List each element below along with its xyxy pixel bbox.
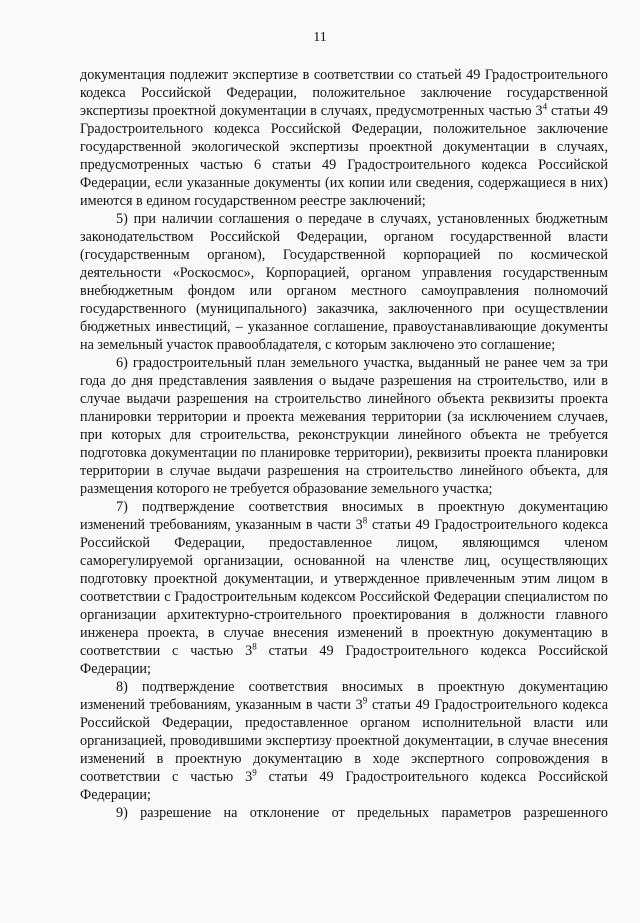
document-body xyxy=(80,66,608,822)
paragraph-text: 7) подтверждение соответствия вносимых в проектную документацию изменений требованиям, указанным в части 3 xyxy=(80,499,608,533)
paragraph-text: статьи 49 Градостроительного кодекса Российской Федерации; xyxy=(80,769,608,803)
paragraph xyxy=(80,66,608,210)
paragraph-text: статьи 49 Градостроительного кодекса Российской Федерации; xyxy=(80,643,608,677)
superscript-index: 4 xyxy=(542,101,548,112)
superscript-index: 8 xyxy=(252,641,257,652)
paragraph-text: 9) разрешение на отклонение от предельных параметров разрешенного xyxy=(116,805,608,821)
paragraph-text: статьи 49 Градостроительного кодекса Российской Федерации, предоставленное лицом, являющимся членом саморегулируемой организации, основанной на членстве лиц, осуществляющих подготовку проектной документации, и утвержденное привлеченным этим лицом в соответствии с Градостроительным кодексом Российской Федерации специалистом по организации архитектурно-строительного проектирования в должности главного инженера проекта, в случае внесения изменений в проектную документацию в соответствии с частью 3 xyxy=(80,517,608,659)
superscript-index: 9 xyxy=(252,767,257,778)
page-number: 11 xyxy=(313,30,327,45)
paragraph xyxy=(80,678,608,804)
paragraph xyxy=(80,354,608,498)
paragraph-text: 6) градостроительный план земельного участка, выданный не ранее чем за три года до дня представления заявления о выдаче разрешения на строительство, или в случае выдачи разрешения на строительство линейного объекта реквизиты проекта планировки территории и проекта межевания территории (за исключением случаев, при которых для строительства, реконструкции линейного объекта не требуется подготовка документации по планировке территории), реквизиты проекта планировки территории в случае выдачи разрешения на строительство линейного объекта, для размещения которого не требуется образование земельного участка; xyxy=(80,355,608,497)
paragraph xyxy=(80,498,608,678)
paragraph xyxy=(80,804,608,822)
paragraph-text: статьи 49 Градостроительного кодекса Российской Федерации, предоставленное органом исполнительной власти или организацией, проводившими экспертизу проектной документации, в случае внесения изменений в проектную документацию в ходе экспертного сопровождения в соответствии с частью 3 xyxy=(80,697,608,785)
paragraph-text: 5) при наличии соглашения о передаче в случаях, установленных бюджетным законодательством Российской Федерации, органом государственной власти (государственным органом), Государственной корпорацией по космической деятельности «Роскосмос», Корпорацией, органом управления государственным внебюджетным фондом или органом местного самоуправления полномочий государственного (муниципального) заказчика, заключенного при осуществлении бюджетных инвестиций, – указанное соглашение, правоустанавливающие документы на земельный участок правообладателя, с которым заключено это соглашение; xyxy=(80,211,608,353)
paragraph xyxy=(80,210,608,354)
paragraph-text: статьи 49 Градостроительного кодекса Российской Федерации, положительное заключение государственной экологической экспертизы проектной документации в случаях, предусмотренных частью 6 статьи 49 Градостроительного кодекса Российской Федерации, если указанные документы (их копии или сведения, содержащиеся в них) имеются в едином государственном реестре заключений; xyxy=(80,103,608,209)
paragraph-text: 8) подтверждение соответствия вносимых в проектную документацию изменений требованиям, указанным в части 3 xyxy=(80,679,608,713)
paragraph-text: документация подлежит экспертизе в соответствии со статьей 49 Градостроительного кодекса Российской Федерации, положительное заключение государственной экспертизы проектной документации в случаях, предусмотренных частью 3 xyxy=(80,67,608,119)
superscript-index: 8 xyxy=(362,515,368,526)
superscript-index: 9 xyxy=(362,695,368,706)
